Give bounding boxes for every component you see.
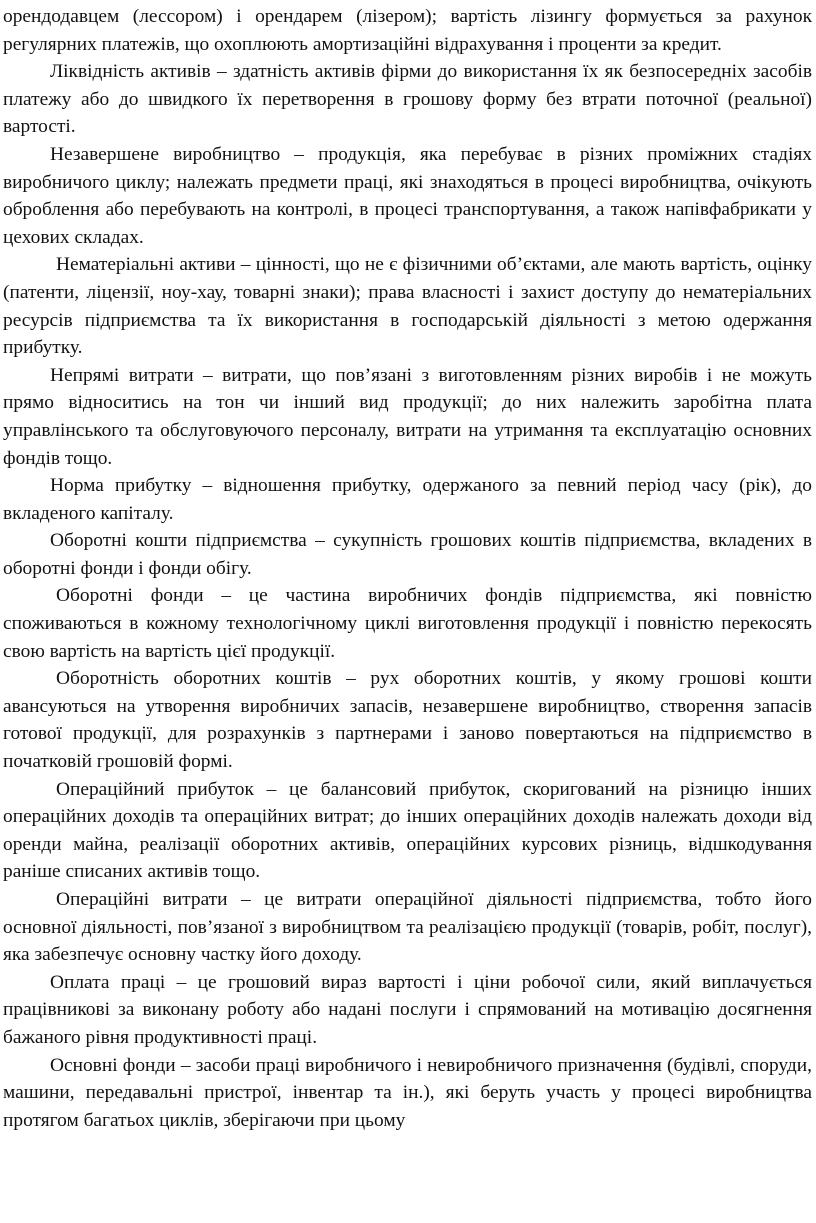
paragraph-capital-turnover: Оборотність оборотних коштів – рух оборотних коштів, у якому грошові кошти авансуються на утворення виробничих запасів, незавершене виробництво, створення запасів готової продукції, для розрахунків з партнерами і заново повертаються на підприємство в початковій грошовій формі. xyxy=(3,668,812,773)
paragraph-fixed-assets: Основні фонди – засоби праці виробничого і невиробничого призначення (будівлі, споруди, машини, передавальні пристрої, інвентар та ін.), які беруть участь у процесі виробництва протягом багатьох циклів, зберігаючи при цьому xyxy=(3,1054,812,1131)
paragraph-operating-costs: Операційні витрати – це витрати операційної діяльності підприємства, тобто його основної діяльності, пов’язаної з виробництвом та реалізацією продукції (товарів, робіт, послуг), яка забезпечує основну частку його доходу. xyxy=(3,889,812,966)
paragraph-circulating-funds: Оборотні фонди – це частина виробничих фондів підприємства, які повністю споживаються в кожному технологічному циклі виготовлення продукції і повністю перекосять свою вартість на вартість цієї продукції. xyxy=(3,585,812,662)
paragraph-intangible-assets: Нематеріальні активи – цінності, що не є фізичними об’єктами, але мають вартість, оцінку (патенти, ліцензії, ноу-хау, товарні знаки); права власності і захист доступу до нематеріальних ресурсів підприємства та їх використання в господарській діяльності з метою одержання прибутку. xyxy=(3,254,812,359)
paragraph-working-capital: Оборотні кошти підприємства – сукупність грошових коштів підприємства, вкладених в оборотні фонди і фонди обігу. xyxy=(3,530,812,579)
paragraph-asset-liquidity: Ліквідність активів – здатність активів фірми до використання їх як безпосередніх засобів платежу або до швидкого їх перетворення в грошову форму без втрати поточної (реальної) вартості. xyxy=(3,61,812,138)
paragraph-leasing-continuation: орендодавцем (лессором) і орендарем (лізером); вартість лізингу формується за рахунок регулярних платежів, що охоплюють амортизаційні відрахування і проценти за кредит. xyxy=(3,6,812,55)
paragraph-profit-rate: Норма прибутку – відношення прибутку, одержаного за певний період часу (рік), до вкладеного капіталу. xyxy=(3,475,812,524)
paragraph-operating-profit: Операційний прибуток – це балансовий прибуток, скоригований на різницю інших операційних доходів та операційних витрат; до інших операційних доходів належать доходи від оренди майна, реалізації оборотних активів, операційних курсових різниць, відшкодування раніше списаних активів тощо. xyxy=(3,778,812,883)
paragraph-work-in-progress: Незавершене виробництво – продукція, яка перебуває в різних проміжних стадіях виробничого циклу; належать предмети праці, які знаходяться в процесі виробництва, очікують оброблення або перебувають на контролі, в процесі транспортування, а також напівфабрикати у цехових складах. xyxy=(3,143,812,248)
paragraph-indirect-costs: Непрямі витрати – витрати, що пов’язані з виготовленням різних виробів і не можуть прямо відноситись на тон чи інший вид продукції; до них належить заробітна плата управлінського та обслуговуючого персоналу, витрати на утримання та експлуатацію основних фондів тощо. xyxy=(3,364,812,469)
paragraph-labor-pay: Оплата праці – це грошовий вираз вартості і ціни робочої сили, який виплачується працівникові за виконану роботу або надані послуги і спрямований на мотивацію досягнення бажаного рівня продуктивності праці. xyxy=(3,971,812,1048)
